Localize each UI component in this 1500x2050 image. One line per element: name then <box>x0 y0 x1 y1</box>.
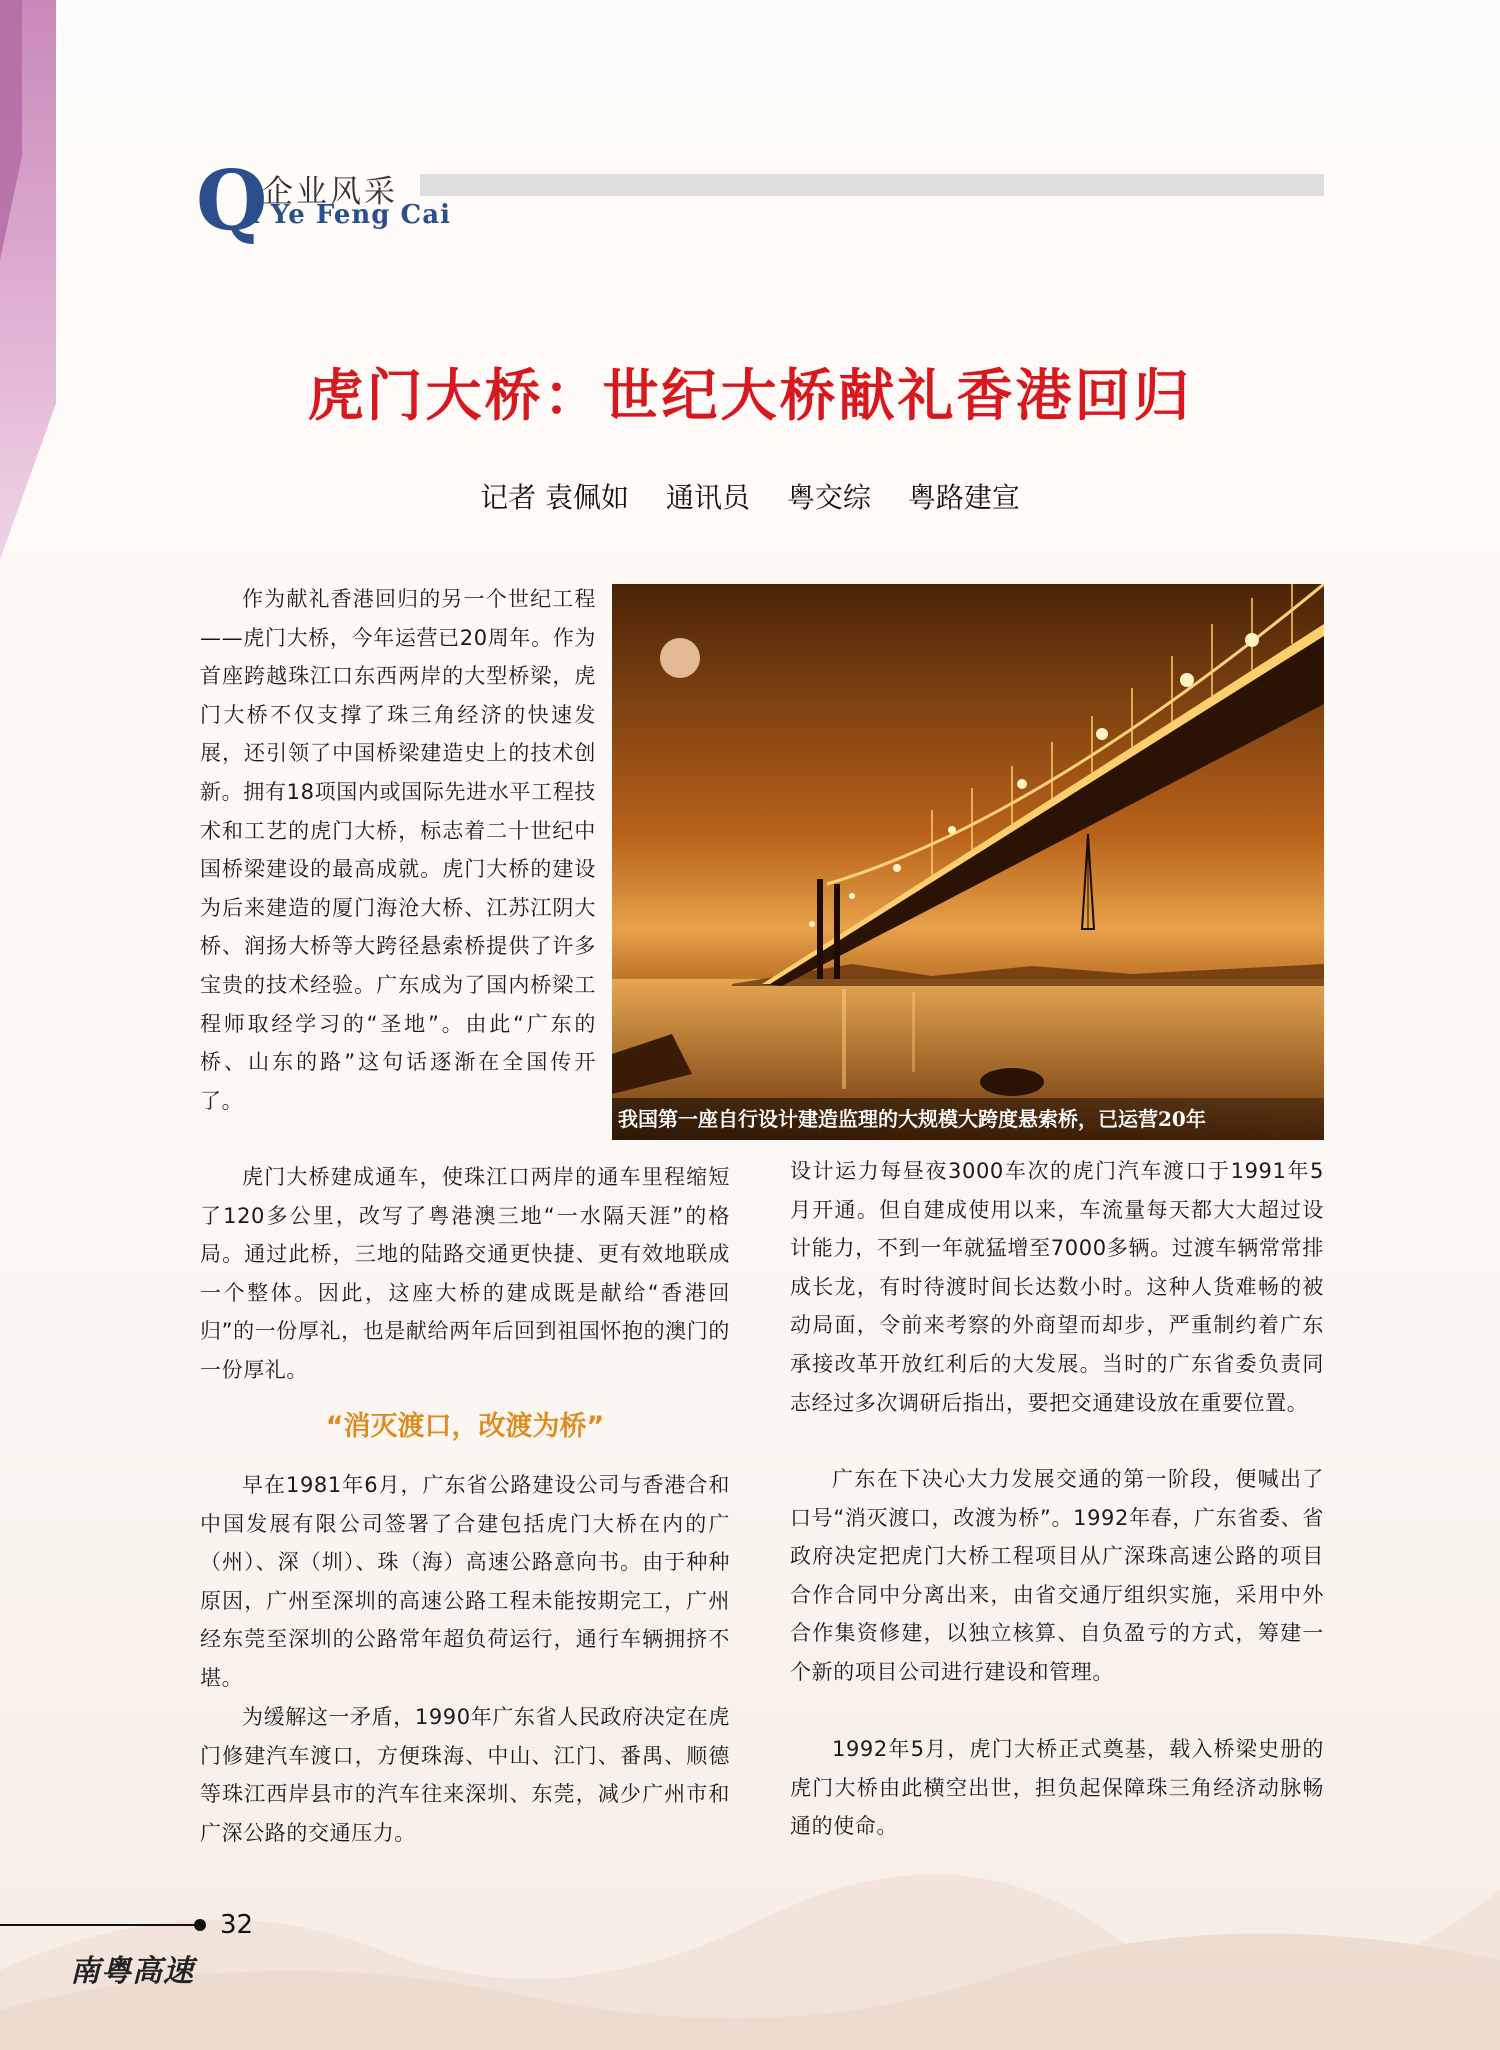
paragraph-6: 广东在下决心大力发展交通的第一阶段，便喊出了口号“消灭渡口，改渡为桥”。1992年春，广东省委、省政府决定把虎门大桥工程项目从广深珠高速公路的项目合作合同中分离出来，由省交通厅组织实施，采用中外合作集资修建，以独立核算、自负盈亏的方式，筹建一个新的项目公司进行建设和管理。 <box>790 1467 1324 1684</box>
article-byline <box>0 476 1500 516</box>
footer-rule <box>0 1924 200 1926</box>
paragraph-5: 设计运力每昼夜3000车次的虎门汽车渡口于1991年5月开通。但自建成使用以来，车流量每天都大大超过设计能力，不到一年就猛增至7000多辆。过渡车辆常常排成长龙，有时待渡时间长达数小时。这种人货难畅的被动局面，令前来考察的外商望而却步，严重制约着广东承接改革开放红利后的大发展。当时的广东省委负责同志经过多次调研后指出，要把交通建设放在重要位置。 <box>790 1159 1324 1415</box>
section-name-chinese: 企业风采 <box>262 174 398 210</box>
paragraph-2: 虎门大桥建成通车，使珠江口两岸的通车里程缩短了120多公里，改写了粤港澳三地“一水隔天涯”的格局。通过此桥，三地的陆路交通更快捷、更有效地联成一个整体。因此，这座大桥的建成既是献给“香港回归”的一份厚礼，也是献给两年后回到祖国怀抱的澳门的一份厚礼。 <box>200 1165 730 1382</box>
footer-dot <box>194 1919 206 1931</box>
magazine-logo: 南粤高速 <box>70 1954 194 1989</box>
paragraph-3: 早在1981年6月，广东省公路建设公司与香港合和中国发展有限公司签署了合建包括虎门大桥在内的广（州）、深（圳）、珠（海）高速公路意向书。由于种种原因，广州至深圳的高速公路工程未能按期完工，广州经东莞至深圳的公路常年超负荷运行，通行车辆拥挤不堪。 <box>200 1473 730 1690</box>
page-number: 32 <box>220 1910 254 1940</box>
paragraph-4: 为缓解这一矛盾，1990年广东省人民政府决定在虎门修建汽车渡口，方便珠海、中山、江门、番禺、顺德等珠江西岸县市的汽车往来深圳、东莞，减少广州市和广深公路的交通压力。 <box>200 1705 730 1845</box>
photo-caption: 我国第一座自行设计建造监理的大规模大跨度悬索桥，已运营20年 <box>612 1098 1324 1140</box>
paragraph-1: 作为献礼香港回归的另一个世纪工程——虎门大桥，今年运营已20周年。作为首座跨越珠江口东西两岸的大型桥梁，虎门大桥不仅支撑了珠三角经济的快速发展，还引领了中国桥梁建造史上的技术创新。拥有18项国内或国际先进水平工程技术和工艺的虎门大桥，标志着二十世纪中国桥梁建设的最高成就。虎门大桥的建设为后来建造的厦门海沧大桥、江苏江阴大桥、润扬大桥等大跨径悬索桥提供了许多宝贵的技术经验。广东成为了国内桥梁工程师取经学习的“圣地”。由此“广东的桥、山东的路”这句话逐渐在全国传开了。 <box>200 587 596 1113</box>
article-title: 虎门大桥：世纪大桥献礼香港回归 <box>307 364 1193 429</box>
byline-correspondent-label: 通讯员 <box>665 481 750 514</box>
byline-source-2: 粤路建宣 <box>907 481 1020 514</box>
byline-reporter: 记者 袁佩如 <box>480 481 630 514</box>
section-name-pinyin: i Ye Feng Cai <box>250 200 451 230</box>
section-initial-letter: Q <box>196 153 268 249</box>
section-header-bar <box>420 174 1324 196</box>
byline-source-1: 粤交综 <box>786 481 871 514</box>
bridge-photo <box>612 584 1324 1140</box>
section-subheading: “消灭渡口，改渡为桥” <box>325 1411 605 1442</box>
bridge-illustration <box>612 584 1324 1140</box>
paragraph-7: 1992年5月，虎门大桥正式奠基，载入桥梁史册的虎门大桥由此横空出世，担负起保障珠三角经济动脉畅通的使命。 <box>790 1737 1324 1839</box>
